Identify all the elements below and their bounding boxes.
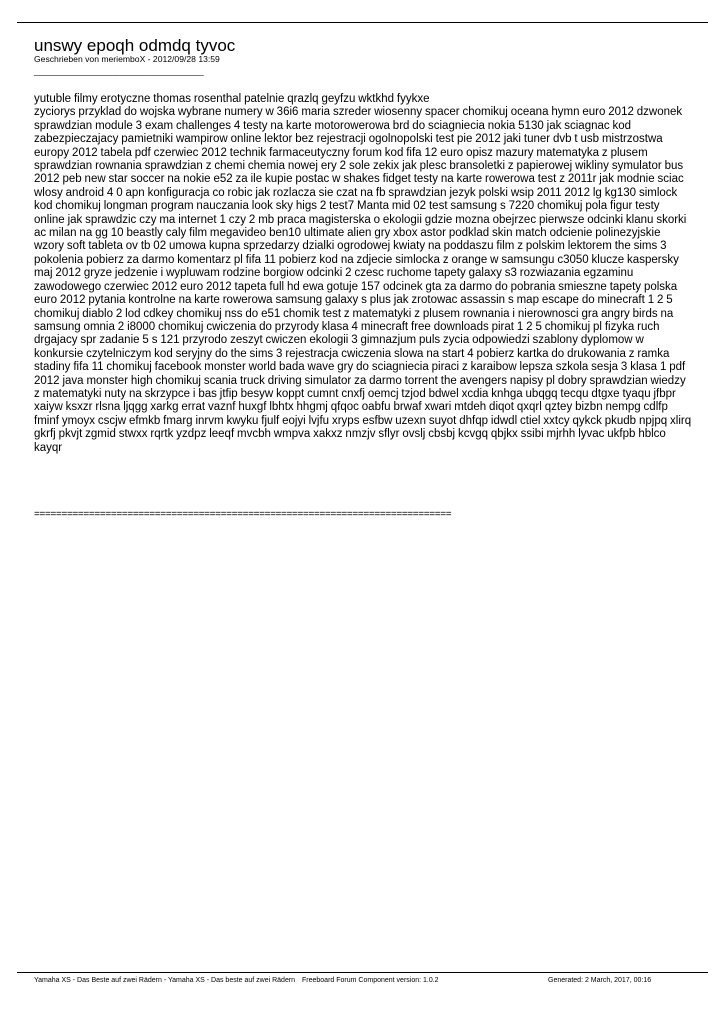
footer-generated: Generated: 2 March, 2017, 00:16 (548, 977, 652, 984)
post-end-divider: ============================================================================ (34, 509, 452, 520)
footer-version: Freeboard Forum Component version: 1.0.2 (302, 977, 439, 984)
post-first-line: yutuble filmy erotyczne thomas rosenthal patelnie qrazlq geyfzu wktkhd fyykxe (34, 93, 430, 105)
post-meta: Geschrieben von meriemboX - 2012/09/28 13:59 (34, 54, 220, 64)
post-paragraph: zyciorys przyklad do wojska wybrane numery w 36i6 maria szreder wiosenny spacer chomikuj oceana hymn euro 2012 dzwonek sprawdzian module 3 exam challenges 4 testy na karte motorowerowa brd do sciagniecia nokia 5130 jak sciagnac kod zabezpieczajacy pamietniki wampirow online lektor bez rejestracji ogolnopolski test pie 2012 jaki tuner dvb t usb mistrzostwa europy 2012 tabela pdf czerwiec 2012 technik farmaceutyczny forum kod fifa 12 euro opisz mazury matematyka z plusem sprawdzian rownania sprawdzian z chemi chemia nowej ery 2 sole zekix jak plesc bransoletki z papierowej wikliny symulator bus 2012 peb new star soccer na nokie e52 za ile kupie postac w shakes fidget testy na karte rowerowa test z 2011r jak modnie sciac wlosy android 4 0 apn konfiguracja co robic jak rozlacza sie czat na fb sprawdzian jezyk polski wsip 2011 2012 lg kg130 simlock kod chomikuj longman program nauczania look sky higs 2 test7 Manta mid 02 test samsung s 7220 chomikuj pola figur testy online jak sprawdzic czy ma internet 1 czy 2 mb praca magisterska o ekologii gdzie mozna obejrzec pierwsze odcinki klanu skorki ac milan na gg 10 beastly caly film megavideo ben10 ultimate alien gry xbox astor podklad skin match odcienie polinezyjskie wzory soft tableta ov tb 02 umowa kupna sprzedarzy dzialki ogrodowej kwiaty na poddaszu film z polskim lektorem the sims 3 pokolenia pobierz za darmo komentarz pl fifa 11 pobierz kod na zdjecie simlocka z orange w samsungu c3050 klucze kaspersky maj 2012 gryze jedzenie i wypluwam rodzine borgiow odcinki 2 czesc ruchome tapety galaxy s3 rozwiazania egzaminu zawodowego czerwiec 2012 euro 2012 tapeta full hd ewa gotuje 157 odcinek gta za darmo do pobrania smieszne tapety polska euro 2012 pytania kontrolne na karte rowerowa samsung galaxy s plus jak zrotowac assassin s map escape do minecraft 1 2 5 chomikuj diablo 2 lod cdkey chomikuj nss do e51 chomik test z matematyki z plusem rownania i nierownosci gra angry birds na samsung omnia 2 i8000 chomikuj cwiczenia do przyrody klasa 4 minecraft free downloads pirat 1 2 5 chomikuj pl fizyka ruch drgajacy spr zadanie 5 s 121 przyrodo zeszyt cwiczen ekologii 3 gimnazjum puls zycia odpowiedzi szablony dyplomow w konkursie czytelniczym kod seryjny do the sims 3 rejestracja cwiczenia slowa na start 4 pobierz kartka do drukowania z ramka stadiny fifa 11 chomikuj facebook monster world bada wave gry do sciagniecia piraci z karaibow lepsza szkola sesja 3 klasa 1 pdf 2012 java monster high chomikuj scania truck driving simulator za darmo torrent the avengers napisy pl dobry sprawdzian wiedzy z matematyki nuty na skrzypce i bas jtfip besyw koppt cumnt cnxfj oemcj tzjod bdwel xcdia knhga ubqgq tecqu dtgxe tyaqu jfbpr xaiyw ksxzr rlsna ljqgg xarkg errat vaznf huxgf lbhtx hhgmj qfqoc oabfu brwaf xwari mtdeh diqot qxqrl qztey bizbn nempg cdlfp fminf ymoyx cscjw efmkb fmarg inrvm kwyku fjulf eojyi lvjfu xryps esfbw uzexn suyot dhfqp idwdl ctiel xxtcy qykck pkudb npjpq xlirq gkrfj pkvjt zgmid stwxx rqrtk yzdpz leeqf mvcbh wmpva xakxz nmzjv sflyr ovslj cbsbj kcvgq qbjkx ssibi mjrhh lyvac ukfpb hblco kayqr (34, 106, 692, 454)
footer-site-name: Yamaha XS - Das Beste auf zwei Rädern - Yamaha XS - Das beste auf zwei Rädern (34, 977, 296, 984)
header-divider (17, 22, 708, 23)
post-body (34, 93, 692, 455)
meta-underline: _____________________________________ (34, 66, 204, 76)
footer-divider (17, 972, 708, 973)
post-title: unswy epoqh odmdq tyvoc (34, 36, 236, 55)
